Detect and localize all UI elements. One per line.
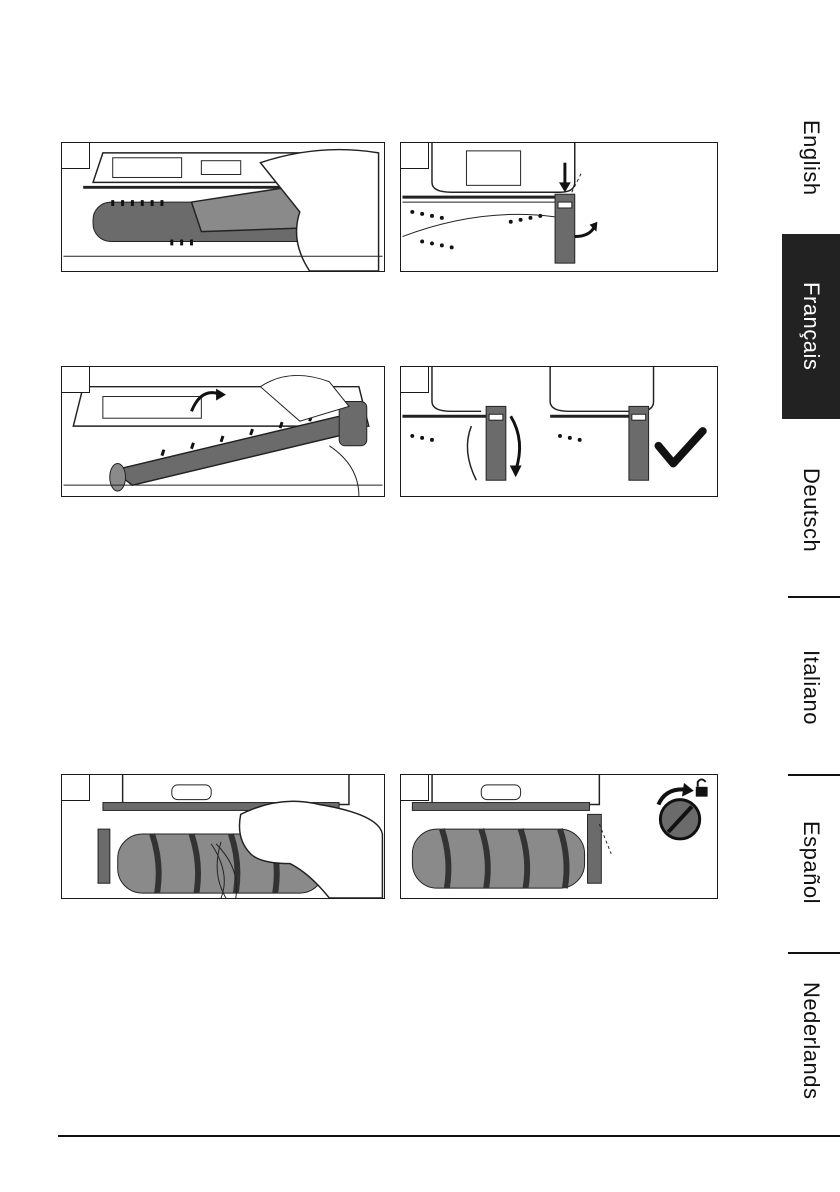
step-number-box	[62, 775, 90, 801]
language-tab-italiano[interactable]	[782, 602, 840, 772]
step-number-box	[401, 367, 429, 393]
tab-divider	[788, 952, 840, 954]
brushroll-cover-illustration	[62, 143, 384, 271]
language-tab-label: English	[799, 119, 824, 196]
language-tab-label: Nederlands	[799, 981, 824, 1100]
language-tab-espanol[interactable]	[782, 780, 840, 945]
step-number-box	[62, 143, 90, 169]
language-tab-label: Deutsch	[799, 467, 824, 553]
tab-divider	[788, 596, 840, 598]
language-tab-deutsch[interactable]	[782, 430, 840, 590]
checkmark-icon	[658, 431, 702, 463]
unlock-end-cap-illustration	[401, 775, 717, 898]
unlock-dial-icon	[658, 783, 699, 839]
step-number-box	[401, 143, 429, 169]
remove-hair-illustration	[62, 775, 384, 898]
step-number-box	[401, 775, 429, 801]
reinsert-brushroll-illustration	[401, 367, 717, 496]
step-number-box	[62, 367, 90, 393]
language-tab-francais[interactable]	[782, 234, 840, 419]
release-latch-illustration	[401, 143, 717, 271]
footer-rule	[58, 1135, 840, 1137]
language-tab-nederlands[interactable]	[782, 958, 840, 1123]
lock-open-icon	[696, 779, 708, 796]
illustration-panel-5	[61, 774, 385, 899]
language-tab-label: Français	[799, 282, 824, 371]
language-tab-label: Italiano	[799, 649, 824, 725]
illustration-panel-3	[61, 366, 385, 497]
illustration-panel-4	[400, 366, 718, 497]
language-tab-label: Español	[799, 820, 824, 904]
tab-divider	[788, 774, 840, 776]
lift-brushroll-illustration	[62, 367, 384, 496]
illustration-panel-1	[61, 142, 385, 272]
illustration-panel-2	[400, 142, 718, 272]
language-tab-english[interactable]	[782, 95, 840, 220]
illustration-panel-6	[400, 774, 718, 899]
